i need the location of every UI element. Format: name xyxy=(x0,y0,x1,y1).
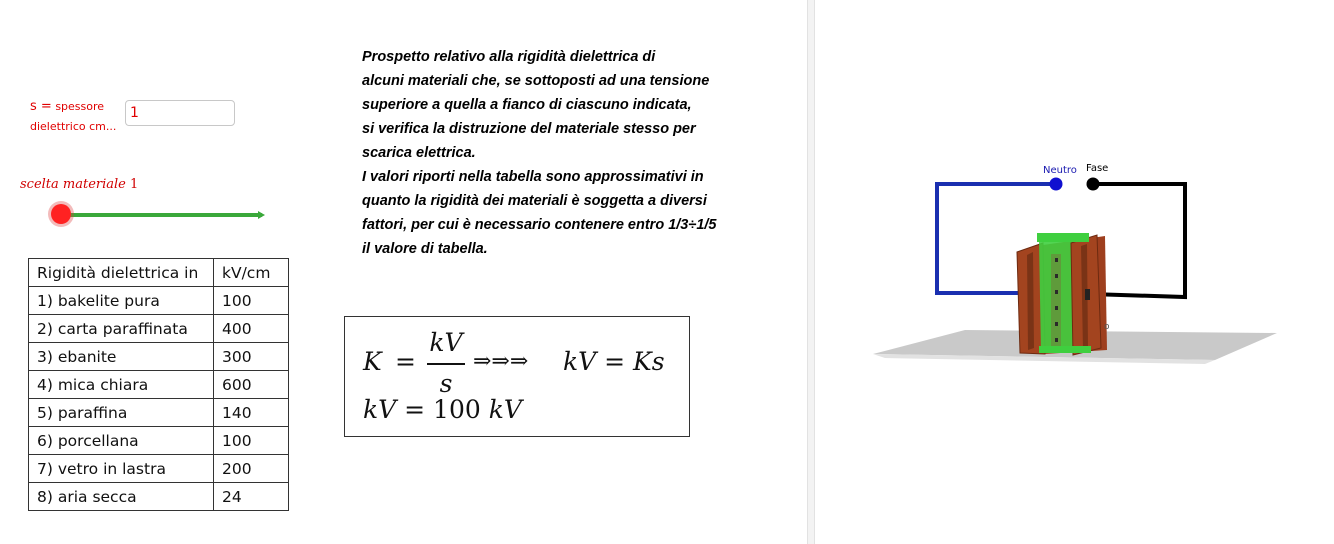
formula-eq: = xyxy=(395,347,416,376)
capacitor-3d-view[interactable] xyxy=(815,0,1334,544)
table-cell: 200 xyxy=(214,455,289,483)
description-line: I valori riporti nella tabella sono approssimativi in xyxy=(362,169,704,185)
table-cell: 300 xyxy=(214,343,289,371)
table-cell: 7) vetro in lastra xyxy=(29,455,214,483)
table-cell: 140 xyxy=(214,399,289,427)
dielectric-bottom xyxy=(1039,346,1091,353)
formula-numerator: kV xyxy=(429,328,463,357)
description-line: scarica elettrica. xyxy=(362,145,476,161)
spessore-label-2: dielettrico cm... xyxy=(30,120,117,133)
dielectric-table xyxy=(28,258,289,511)
left-plate-edge xyxy=(1027,252,1034,350)
table-cell: 2) carta paraffinata xyxy=(29,315,214,343)
description-text xyxy=(362,45,772,261)
slider-knob[interactable] xyxy=(51,204,71,224)
table-row xyxy=(29,287,289,315)
table-cell: 5) paraffina xyxy=(29,399,214,427)
description-line: superiore a quella a fianco di ciascuno indicata, xyxy=(362,97,692,113)
description-line: il valore di tabella. xyxy=(362,241,488,257)
neutro-label: Neutro xyxy=(1043,165,1077,176)
panel-divider[interactable] xyxy=(807,0,815,544)
slider-arrow-icon xyxy=(258,211,265,219)
spessore-symbol: s = xyxy=(30,99,52,114)
table-row xyxy=(29,343,289,371)
table-header-row xyxy=(29,259,289,287)
formula-lhs: K xyxy=(363,347,382,376)
fase-point[interactable] xyxy=(1087,178,1100,191)
description-line: si verifica la distruzione del materiale stesso per xyxy=(362,121,696,137)
spessore-input[interactable] xyxy=(125,100,235,126)
table-cell: 100 xyxy=(214,427,289,455)
neutro-terminal[interactable] xyxy=(1050,178,1063,191)
result-unit: kV xyxy=(488,395,522,424)
fraction-bar xyxy=(427,363,465,365)
table-cell: 8) aria secca xyxy=(29,483,214,511)
slider-label xyxy=(20,177,138,192)
dielectric-shade xyxy=(1051,254,1061,348)
formula-result: kV = 100 kV xyxy=(363,395,522,424)
table-row xyxy=(29,371,289,399)
table-cell: 400 xyxy=(214,315,289,343)
description-line: fattori, per cui è necessario contenere entro 1/3÷1/5 xyxy=(362,217,717,233)
dielectric-top xyxy=(1037,233,1089,242)
table-row xyxy=(29,315,289,343)
table-header: Rigidità dielettrica in xyxy=(29,259,214,287)
table-row xyxy=(29,483,289,511)
slider-name: scelta materiale xyxy=(20,177,126,192)
slider-track[interactable] xyxy=(62,213,262,217)
table-row xyxy=(29,427,289,455)
description-line: Prospetto relativo alla rigidità dielettrica di xyxy=(362,49,656,65)
table-cell: 3) ebanite xyxy=(29,343,214,371)
formula-denominator: s xyxy=(439,369,453,398)
formula-rhs: kV = Ks xyxy=(563,347,665,376)
result-value: 100 xyxy=(433,395,481,424)
table-cell: 4) mica chiara xyxy=(29,371,214,399)
table-row xyxy=(29,455,289,483)
formula-arrows: ⇒⇒⇒ xyxy=(473,349,529,374)
axis-mark: o xyxy=(1104,322,1110,332)
slider-value: 1 xyxy=(130,177,139,192)
table-cell: 6) porcellana xyxy=(29,427,214,455)
result-lhs: kV xyxy=(363,395,397,424)
table-row xyxy=(29,399,289,427)
fase-label: Fase xyxy=(1086,163,1109,174)
description-line: alcuni materiali che, se sottoposti ad una tensione xyxy=(362,73,710,89)
description-line: quanto la rigidità dei materiali è soggetta a diversi xyxy=(362,193,707,209)
table-cell: 1) bakelite pura xyxy=(29,287,214,315)
table-cell: 100 xyxy=(214,287,289,315)
spessore-label xyxy=(30,97,116,137)
fase-terminal xyxy=(1085,289,1090,300)
spessore-label-1: spessore xyxy=(55,100,105,113)
table-header: kV/cm xyxy=(214,259,289,287)
table-cell: 600 xyxy=(214,371,289,399)
formula-box xyxy=(344,316,690,437)
table-cell: 24 xyxy=(214,483,289,511)
